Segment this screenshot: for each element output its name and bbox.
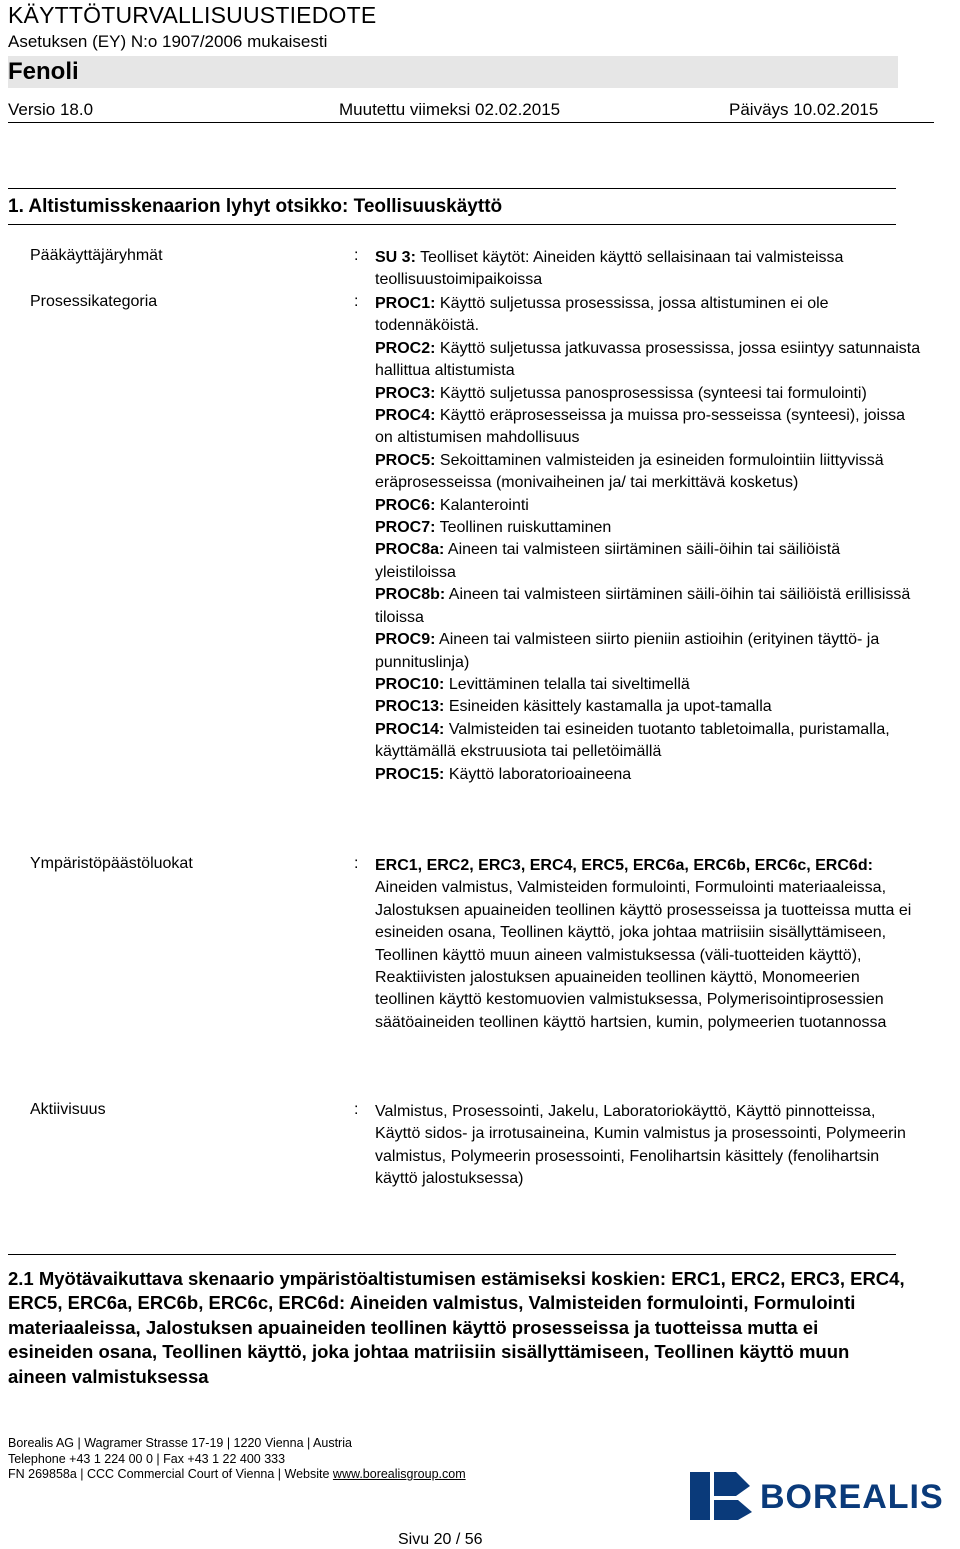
proc-item: PROC5: Sekoittaminen valmisteiden ja esineiden formulointiin liittyvissä eräprosesseissa (monivaiheinen ja/ tai merkittävä kosketus) — [375, 451, 884, 492]
proc-item: PROC3: Käyttö suljetussa panosprosessissa (synteesi tai formulointi) — [375, 384, 867, 402]
erc-text: Aineiden valmistus, Valmisteiden formulointi, Formulointi materiaaleissa, Jalostuksen apuaineiden teollinen käyttö prosesseissa ja tuotteissa mutta ei esineiden osana, Teollinen käyttö, joka johtaa matriisiin sisällyttämiseen, Teollinen käyttö muun aineen valmistuksessa (väli-tuotteiden käyttö), Reaktiivisten jalostuksen apuaineiden teollinen käyttö, Monomeerien teollinen käyttö kestomuovien valmistuksessa, Polymerisointiprosessien säätöaineiden teollinen käyttö hartsien, kumin, polymeerien tuotannossa — [375, 879, 912, 1031]
footer-address: Borealis AG | Wagramer Strasse 17-19 | 1220 Vienna | Austria — [8, 1436, 352, 1450]
section1-top-rule — [8, 188, 896, 189]
version-label: Versio 18.0 — [8, 100, 94, 119]
proc-item: PROC7: Teollinen ruiskuttaminen — [375, 519, 612, 537]
proc-item: PROC2: Käyttö suljetussa jatkuvassa prosessissa, jossa esiintyy satunnaista hallittua altistumista — [375, 339, 921, 380]
field-colon: : — [354, 247, 359, 264]
process-category-list — [375, 293, 923, 786]
regulation-subtitle: Asetuksen (EY) N:o 1907/2006 mukaisesti — [8, 32, 328, 51]
field-colon: : — [354, 293, 359, 310]
footer-phone: Telephone +43 1 224 00 0 | Fax +43 1 22 400 333 — [8, 1452, 286, 1466]
proc-item: PROC13: Esineiden käsittely kastamalla ja upot-tamalla — [375, 698, 772, 716]
product-band — [8, 56, 898, 88]
user-groups-value — [375, 247, 923, 292]
proc-item: PROC4: Käyttö eräprosesseissa ja muissa pro-sesseissa (synteesi), joissa on altistumisen mahdollisuus — [375, 407, 905, 447]
section1-bottom-rule — [8, 224, 896, 225]
document-title: KÄYTTÖTURVALLISUUSTIEDOTE — [8, 2, 377, 28]
footer-registry — [8, 1467, 466, 1481]
erc-codes: ERC1, ERC2, ERC3, ERC4, ERC5, ERC6a, ERC6b, ERC6c, ERC6d: — [375, 857, 873, 874]
borealis-logo — [680, 1466, 952, 1526]
header-divider — [8, 122, 934, 123]
proc-item: PROC9: Aineen tai valmisteen siirto pieniin astioihin (erityinen täyttö- ja punnituslinja) — [375, 631, 880, 671]
process-category-label: Prosessikategoria — [30, 293, 158, 310]
product-name: Fenoli — [8, 58, 79, 85]
proc-item: PROC1: Käyttö suljetussa prosessissa, jossa altistuminen ei ole todennäköistä. — [375, 295, 829, 335]
field-colon: : — [354, 855, 359, 872]
borealis-mark-icon — [680, 1466, 756, 1526]
env-release-value — [375, 855, 923, 1034]
proc-item: PROC14: Valmisteiden tai esineiden tuotanto tabletoimalla, puristamalla, käyttämällä ekstruusiota tai pelletöimällä — [375, 720, 890, 761]
activity-label: Aktiivisuus — [30, 1101, 106, 1118]
issue-date: Päiväys 10.02.2015 — [729, 100, 879, 119]
section2-heading: 2.1 Myötävaikuttava skenaario ympäristöaltistumisen estämiseksi koskien: ERC1, ERC2, ERC3, ERC4, ERC5, ERC6a, ERC6b, ERC6c, ERC6d: Aineiden valmistus, Valmisteiden formulointi, Formulointi materiaaleissa, Jalostuksen apuaineiden teollinen käyttö prosesseissa ja tuotteissa mutta ei esineiden osana, Teollinen käyttö, joka johtaa matriisiin sisällyttämiseen, Teollinen käyttö muun aineen valmistuksessa — [8, 1268, 905, 1387]
page-number: Sivu 20 / 56 — [398, 1531, 483, 1548]
footer-registry-text: FN 269858a | CCC Commercial Court of Vienna | Website — [8, 1467, 333, 1481]
field-colon: : — [354, 1101, 359, 1118]
website-link[interactable]: www.borealisgroup.com — [332, 1467, 466, 1481]
proc-item: PROC10: Levittäminen telalla tai siveltimellä — [375, 675, 690, 693]
su-text: Teolliset käytöt: Aineiden käyttö sellaisinaan tai valmisteissa teollisuustoimipaikoissa — [375, 249, 844, 289]
proc-item: PROC6: Kalanterointi — [375, 496, 529, 514]
proc-item: PROC8a: Aineen tai valmisteen siirtäminen säili-öihin tai säiliöistä yleistiloissa — [375, 541, 841, 581]
proc-item: PROC8b: Aineen tai valmisteen siirtäminen säili-öihin tai säiliöistä erillisissä tiloissa — [375, 586, 911, 626]
section2-top-rule — [8, 1254, 896, 1255]
su-code: SU 3: — [375, 249, 416, 266]
activity-value: Valmistus, Prosessointi, Jakelu, Laboratoriokäyttö, Käyttö pinnotteissa, Käyttö sidos- ja irrotusaineina, Kumin valmistus ja prosessointi, Polymeerin valmistus, Polymeerin prosessointi, Fenolihartsin käsittely (fenolihartsin käyttö jalostuksessa) — [375, 1103, 906, 1188]
section1-heading: 1. Altistumisskenaarion lyhyt otsikko: Teollisuuskäyttö — [8, 196, 503, 217]
revised-date: Muutettu viimeksi 02.02.2015 — [339, 100, 561, 119]
user-groups-label: Pääkäyttäjäryhmät — [30, 247, 163, 264]
env-release-label: Ympäristöpäästöluokat — [30, 855, 193, 872]
logo-wordmark: BOREALIS — [760, 1478, 944, 1516]
proc-item: PROC15: Käyttö laboratorioaineena — [375, 765, 632, 783]
